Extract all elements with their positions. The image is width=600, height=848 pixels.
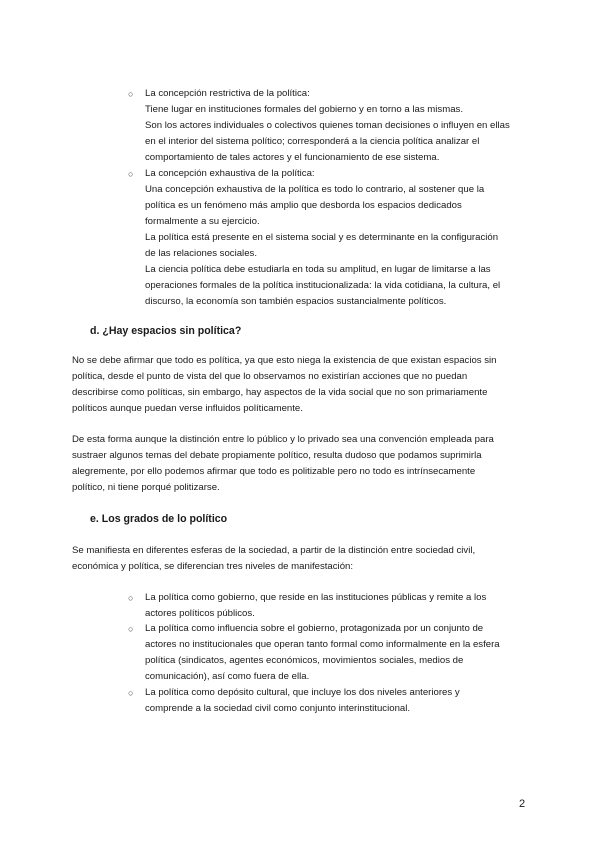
text-line: discurso, la economía son también espacios sustancialmente políticos. xyxy=(145,296,447,307)
text-line: actores políticos públicos. xyxy=(145,608,255,619)
list-bullet: ○ xyxy=(128,89,134,99)
text-line: operaciones formales de la política institucionalizada: la vida cotidiana, la cultura, el xyxy=(145,280,501,291)
text-line: en el interior del sistema político; corresponderá a la ciencia política analizar el xyxy=(145,136,480,147)
text-line: política (sindicatos, agentes económicos, movimientos sociales, medios de xyxy=(145,655,464,666)
text-line: formalmente a su ejercicio. xyxy=(145,216,260,227)
list-bullet: ○ xyxy=(128,593,134,603)
text-line: políticos aunque puedan verse influidos políticamente. xyxy=(72,403,303,414)
text-line: comportamiento de tales actores y el funcionamiento de ese sistema. xyxy=(145,152,440,163)
list-bullet: ○ xyxy=(128,169,134,179)
text-line: comprende a la sociedad civil como conjunto interinstitucional. xyxy=(145,703,411,714)
text-line: La concepción exhaustiva de la política: xyxy=(145,168,315,179)
text-line: sustraer algunos temas del debate propiamente político, resulta dudoso que podamos suprimirla xyxy=(72,450,482,461)
page-number: 2 xyxy=(519,798,526,810)
section-heading-e: e. Los grados de lo político xyxy=(90,513,228,525)
text-line: Una concepción exhaustiva de la política es todo lo contrario, al sostener que la xyxy=(145,184,485,195)
text-line: Se manifiesta en diferentes esferas de la sociedad, a partir de la distinción entre sociedad civil, xyxy=(72,545,476,556)
text-line: comunicación), así como fuera de ella. xyxy=(145,671,310,682)
text-line: de las relaciones sociales. xyxy=(145,248,257,259)
text-line: política, desde el punto de vista del que lo observamos no existirían acciones que no puedan xyxy=(72,371,468,382)
text-line: La política como gobierno, que reside en las instituciones públicas y remite a los xyxy=(145,592,487,603)
list-bullet: ○ xyxy=(128,624,134,634)
text-line: La concepción restrictiva de la política: xyxy=(145,88,310,99)
list-bullet: ○ xyxy=(128,688,134,698)
text-line: La ciencia política debe estudiarla en toda su amplitud, en lugar de limitarse a las xyxy=(145,264,491,275)
text-line: actores no institucionales que operan tanto formal como informalmente en la esfera xyxy=(145,639,500,650)
text-line: No se debe afirmar que todo es política, ya que esto niega la existencia de que existan espacios sin xyxy=(72,355,497,366)
text-line: Son los actores individuales o colectivos quienes toman decisiones o influyen en ellas xyxy=(145,120,510,131)
text-line: Tiene lugar en instituciones formales del gobierno y en torno a las mismas. xyxy=(145,104,463,115)
text-line: alegremente, por ello podemos afirmar que todo es politizable pero no todo es intrínsecamente xyxy=(72,466,476,477)
section-heading-d: d. ¿Hay espacios sin política? xyxy=(90,325,242,337)
text-line: De esta forma aunque la distinción entre lo público y lo privado sea una convención empleada para xyxy=(72,434,494,445)
text-line: La política como influencia sobre el gobierno, protagonizada por un conjunto de xyxy=(145,623,484,634)
text-line: describirse como políticas, sin embargo, hay aspectos de la vida social que no son primariamente xyxy=(72,387,488,398)
text-line: La política está presente en el sistema social y es determinante en la configuración xyxy=(145,232,499,243)
text-line: político, ni tiene porqué politizarse. xyxy=(72,482,220,493)
text-line: económica y política, se diferencian tres niveles de manifestación: xyxy=(72,561,354,572)
text-line: política es un fenómeno más amplio que desborda los espacios dedicados xyxy=(145,200,462,211)
text-line: La política como depósito cultural, que incluye los dos niveles anteriores y xyxy=(145,687,460,698)
